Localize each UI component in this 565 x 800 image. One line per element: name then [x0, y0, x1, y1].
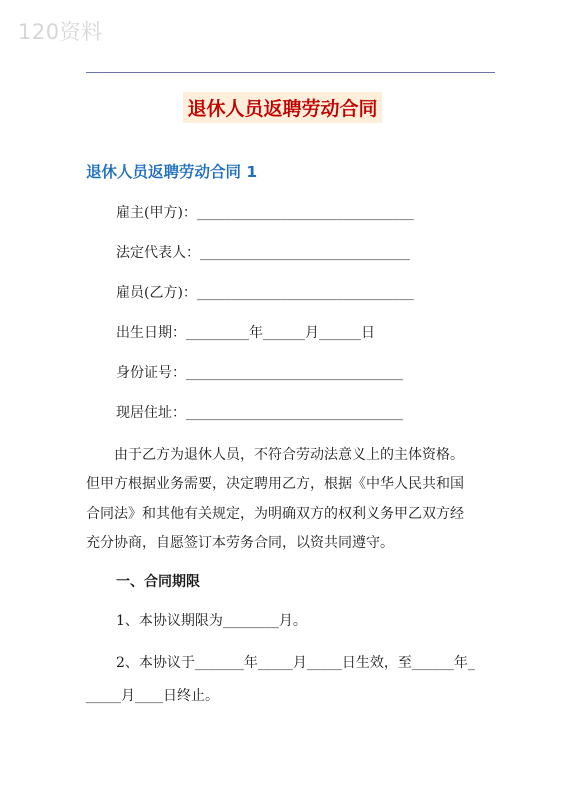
- document-title: 退休人员返聘劳动合同: [183, 92, 381, 123]
- contract-subtitle: 退休人员返聘劳动合同 1: [86, 163, 258, 181]
- paragraph-line: 但甲方根据业务需要，决定聘用乙方，根据《中华人民共和国: [86, 476, 464, 493]
- term-item-2: 2、本协议于_______年_____月_____日生效，至______年_: [116, 655, 475, 671]
- field-birth-date: 出生日期：_________年______月______日: [116, 325, 375, 341]
- term-item-1: 1、本协议期限为________月。: [116, 613, 307, 629]
- field-address: 现居住址：_______________________________: [116, 405, 403, 421]
- paragraph-line: 充分协商，自愿签订本劳务合同，以资共同遵守。: [86, 534, 394, 551]
- term-item-2-continued: _____月____日终止。: [86, 688, 219, 704]
- paragraph-line: 由于乙方为退休人员，不符合劳动法意义上的主体资格。: [114, 447, 464, 463]
- section-heading-term: 一、合同期限: [116, 574, 200, 590]
- watermark-logo: 120资料: [18, 20, 103, 44]
- header-rule: [86, 72, 495, 73]
- field-employer: 雇主(甲方)：_______________________________: [116, 205, 414, 221]
- field-legal-representative: 法定代表人：______________________________: [116, 245, 410, 261]
- field-employee: 雇员(乙方)：_______________________________: [116, 285, 414, 301]
- preamble-paragraph: [86, 441, 478, 558]
- document-title-wrap: [0, 92, 565, 123]
- paragraph-line: 合同法》和其他有关规定，为明确双方的权利义务甲乙双方经: [86, 505, 464, 522]
- field-id-number: 身份证号：_______________________________: [116, 365, 403, 381]
